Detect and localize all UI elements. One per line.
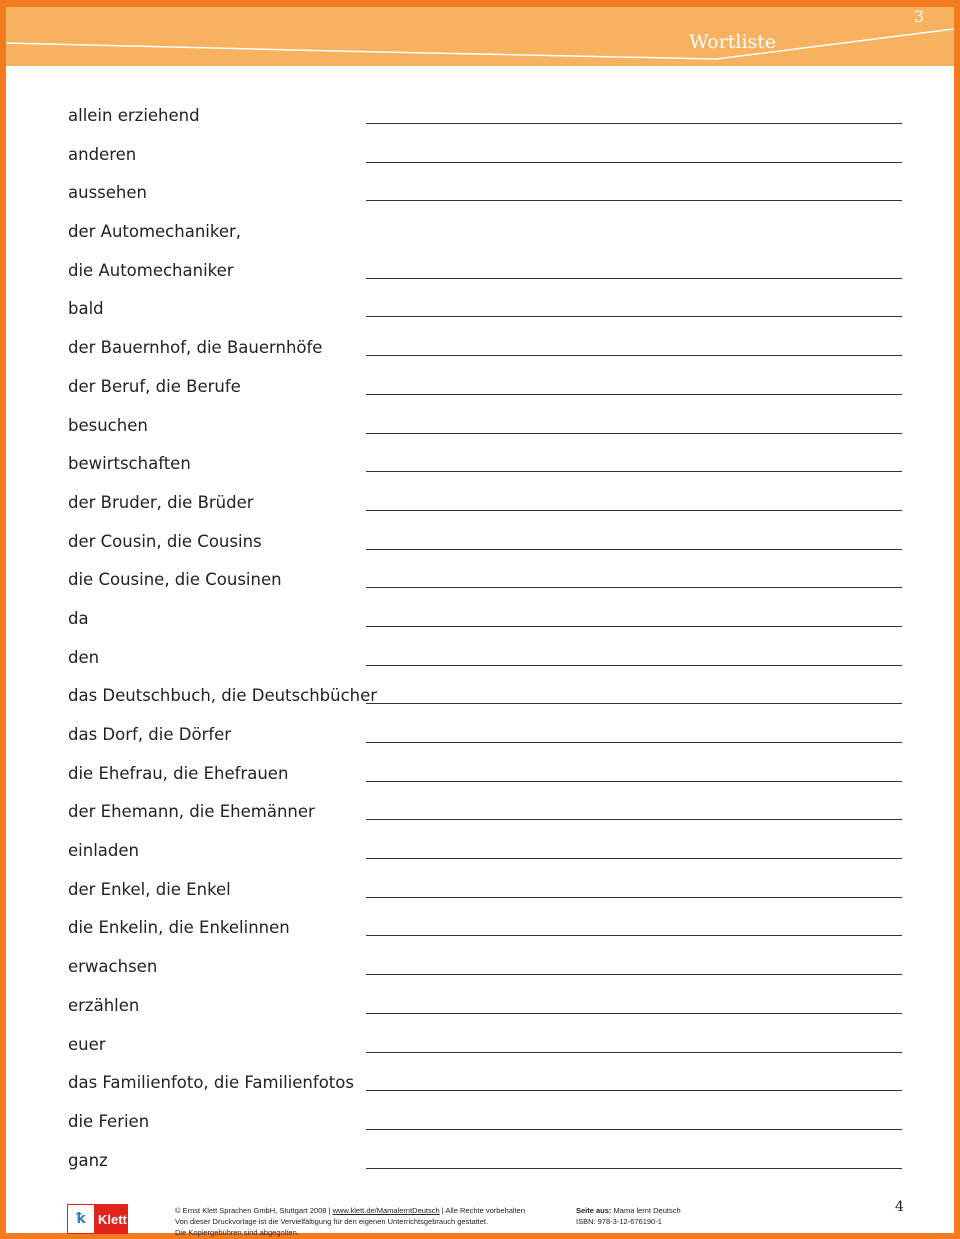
answer-line[interactable] bbox=[366, 1129, 902, 1130]
word-row bbox=[68, 137, 904, 176]
word-term: die Automechaniker bbox=[68, 260, 234, 280]
word-term: die Ehefrau, die Ehefrauen bbox=[68, 763, 289, 783]
footer bbox=[0, 1190, 960, 1239]
header-swoosh bbox=[6, 7, 954, 66]
answer-line[interactable] bbox=[366, 433, 902, 434]
word-term: einladen bbox=[68, 841, 139, 861]
answer-line[interactable] bbox=[366, 974, 902, 975]
word-row bbox=[68, 833, 904, 872]
word-term: der Bruder, die Brüder bbox=[68, 492, 254, 512]
word-row bbox=[68, 678, 904, 717]
word-row bbox=[68, 369, 904, 408]
page-title: Wortliste bbox=[689, 31, 777, 53]
word-row bbox=[68, 214, 904, 253]
word-term: erzählen bbox=[68, 995, 140, 1015]
answer-line[interactable] bbox=[366, 742, 902, 743]
answer-line[interactable] bbox=[366, 1090, 902, 1091]
word-term: der Ehemann, die Ehemänner bbox=[68, 802, 315, 822]
word-row bbox=[68, 601, 904, 640]
word-row bbox=[68, 988, 904, 1027]
word-term: da bbox=[68, 608, 89, 628]
isbn: ISBN: 978-3-12-676190-1 bbox=[576, 1217, 662, 1226]
page-number-bottom: 4 bbox=[895, 1199, 904, 1215]
word-row bbox=[68, 291, 904, 330]
answer-line[interactable] bbox=[366, 935, 902, 936]
answer-line[interactable] bbox=[366, 549, 902, 550]
word-row bbox=[68, 1143, 904, 1182]
word-term: ganz bbox=[68, 1150, 108, 1170]
word-row bbox=[68, 794, 904, 833]
copyright-prefix: © Ernst Klett Sprachen GmbH, Stuttgart 2008 | bbox=[175, 1206, 333, 1215]
word-row bbox=[68, 717, 904, 756]
word-term: der Bauernhof, die Bauernhöfe bbox=[68, 338, 323, 358]
word-row bbox=[68, 1065, 904, 1104]
klett-logo bbox=[67, 1204, 128, 1234]
word-row bbox=[68, 175, 904, 214]
word-term: aussehen bbox=[68, 183, 147, 203]
word-row bbox=[68, 1104, 904, 1143]
word-row bbox=[68, 640, 904, 679]
word-term: bewirtschaften bbox=[68, 454, 191, 474]
word-term: allein erziehend bbox=[68, 106, 200, 125]
word-row bbox=[68, 98, 904, 137]
word-term: euer bbox=[68, 1034, 106, 1054]
word-row bbox=[68, 408, 904, 447]
word-term: den bbox=[68, 647, 100, 667]
word-term: bald bbox=[68, 299, 104, 319]
answer-line[interactable] bbox=[366, 1013, 902, 1014]
answer-line[interactable] bbox=[366, 665, 902, 666]
source-label: Seite aus: bbox=[576, 1206, 612, 1215]
word-row bbox=[68, 872, 904, 911]
answer-line[interactable] bbox=[366, 858, 902, 859]
answer-line[interactable] bbox=[366, 897, 902, 898]
word-row bbox=[68, 910, 904, 949]
word-row bbox=[68, 1027, 904, 1066]
footer-copyright bbox=[175, 1205, 525, 1238]
source-title: Mama lernt Deutsch bbox=[611, 1206, 681, 1215]
answer-line[interactable] bbox=[366, 781, 902, 782]
answer-line[interactable] bbox=[366, 355, 902, 356]
word-term: besuchen bbox=[68, 415, 148, 435]
answer-line[interactable] bbox=[366, 316, 902, 317]
answer-line[interactable] bbox=[366, 394, 902, 395]
answer-line[interactable] bbox=[366, 587, 902, 588]
word-row bbox=[68, 446, 904, 485]
word-row bbox=[68, 524, 904, 563]
answer-line[interactable] bbox=[366, 471, 902, 472]
word-row bbox=[68, 949, 904, 988]
word-term: anderen bbox=[68, 144, 137, 164]
answer-line[interactable] bbox=[366, 278, 902, 279]
klett-logo-text: Klett bbox=[98, 1211, 127, 1227]
word-row bbox=[68, 253, 904, 292]
word-term: das Deutschbuch, die Deutschbücher bbox=[68, 686, 378, 706]
word-term: der Automechaniker, bbox=[68, 222, 242, 242]
klett-logo-icon: ꝁ bbox=[67, 1204, 95, 1234]
footer-source bbox=[576, 1205, 681, 1227]
answer-line[interactable] bbox=[366, 162, 902, 163]
word-term: die Cousine, die Cousinen bbox=[68, 570, 282, 590]
word-term: der Enkel, die Enkel bbox=[68, 879, 231, 899]
word-term: das Familienfoto, die Familienfotos bbox=[68, 1073, 354, 1093]
word-row bbox=[68, 330, 904, 369]
word-row bbox=[68, 756, 904, 795]
word-term: die Ferien bbox=[68, 1111, 150, 1131]
page-number-top: 3 bbox=[913, 7, 924, 26]
answer-line[interactable] bbox=[366, 819, 902, 820]
answer-line[interactable] bbox=[366, 1052, 902, 1053]
header-band bbox=[6, 7, 954, 66]
answer-line[interactable] bbox=[366, 1168, 902, 1169]
copyright-suffix: | Alle Rechte vorbehalten bbox=[439, 1206, 526, 1215]
answer-line[interactable] bbox=[366, 200, 902, 201]
answer-line[interactable] bbox=[366, 123, 902, 124]
answer-line[interactable] bbox=[366, 626, 902, 627]
copyright-link[interactable]: www.klett.de/MamalerntDeutsch bbox=[332, 1206, 440, 1215]
word-term: das Dorf, die Dörfer bbox=[68, 725, 232, 744]
word-term: die Enkelin, die Enkelinnen bbox=[68, 918, 290, 938]
answer-line[interactable] bbox=[366, 703, 902, 704]
word-term: der Cousin, die Cousins bbox=[68, 531, 262, 551]
copyright-line-2: Von dieser Druckvorlage ist die Vervielfältigung für den eigenen Unterrichtsgebrauch gestattet. bbox=[175, 1217, 489, 1226]
word-row bbox=[68, 562, 904, 601]
word-list bbox=[68, 98, 904, 1181]
word-term: der Beruf, die Berufe bbox=[68, 376, 241, 396]
copyright-line-3: Die Kopiergebühren sind abgegolten. bbox=[175, 1228, 299, 1237]
word-term: erwachsen bbox=[68, 957, 158, 977]
answer-line[interactable] bbox=[366, 510, 902, 511]
word-row bbox=[68, 485, 904, 524]
